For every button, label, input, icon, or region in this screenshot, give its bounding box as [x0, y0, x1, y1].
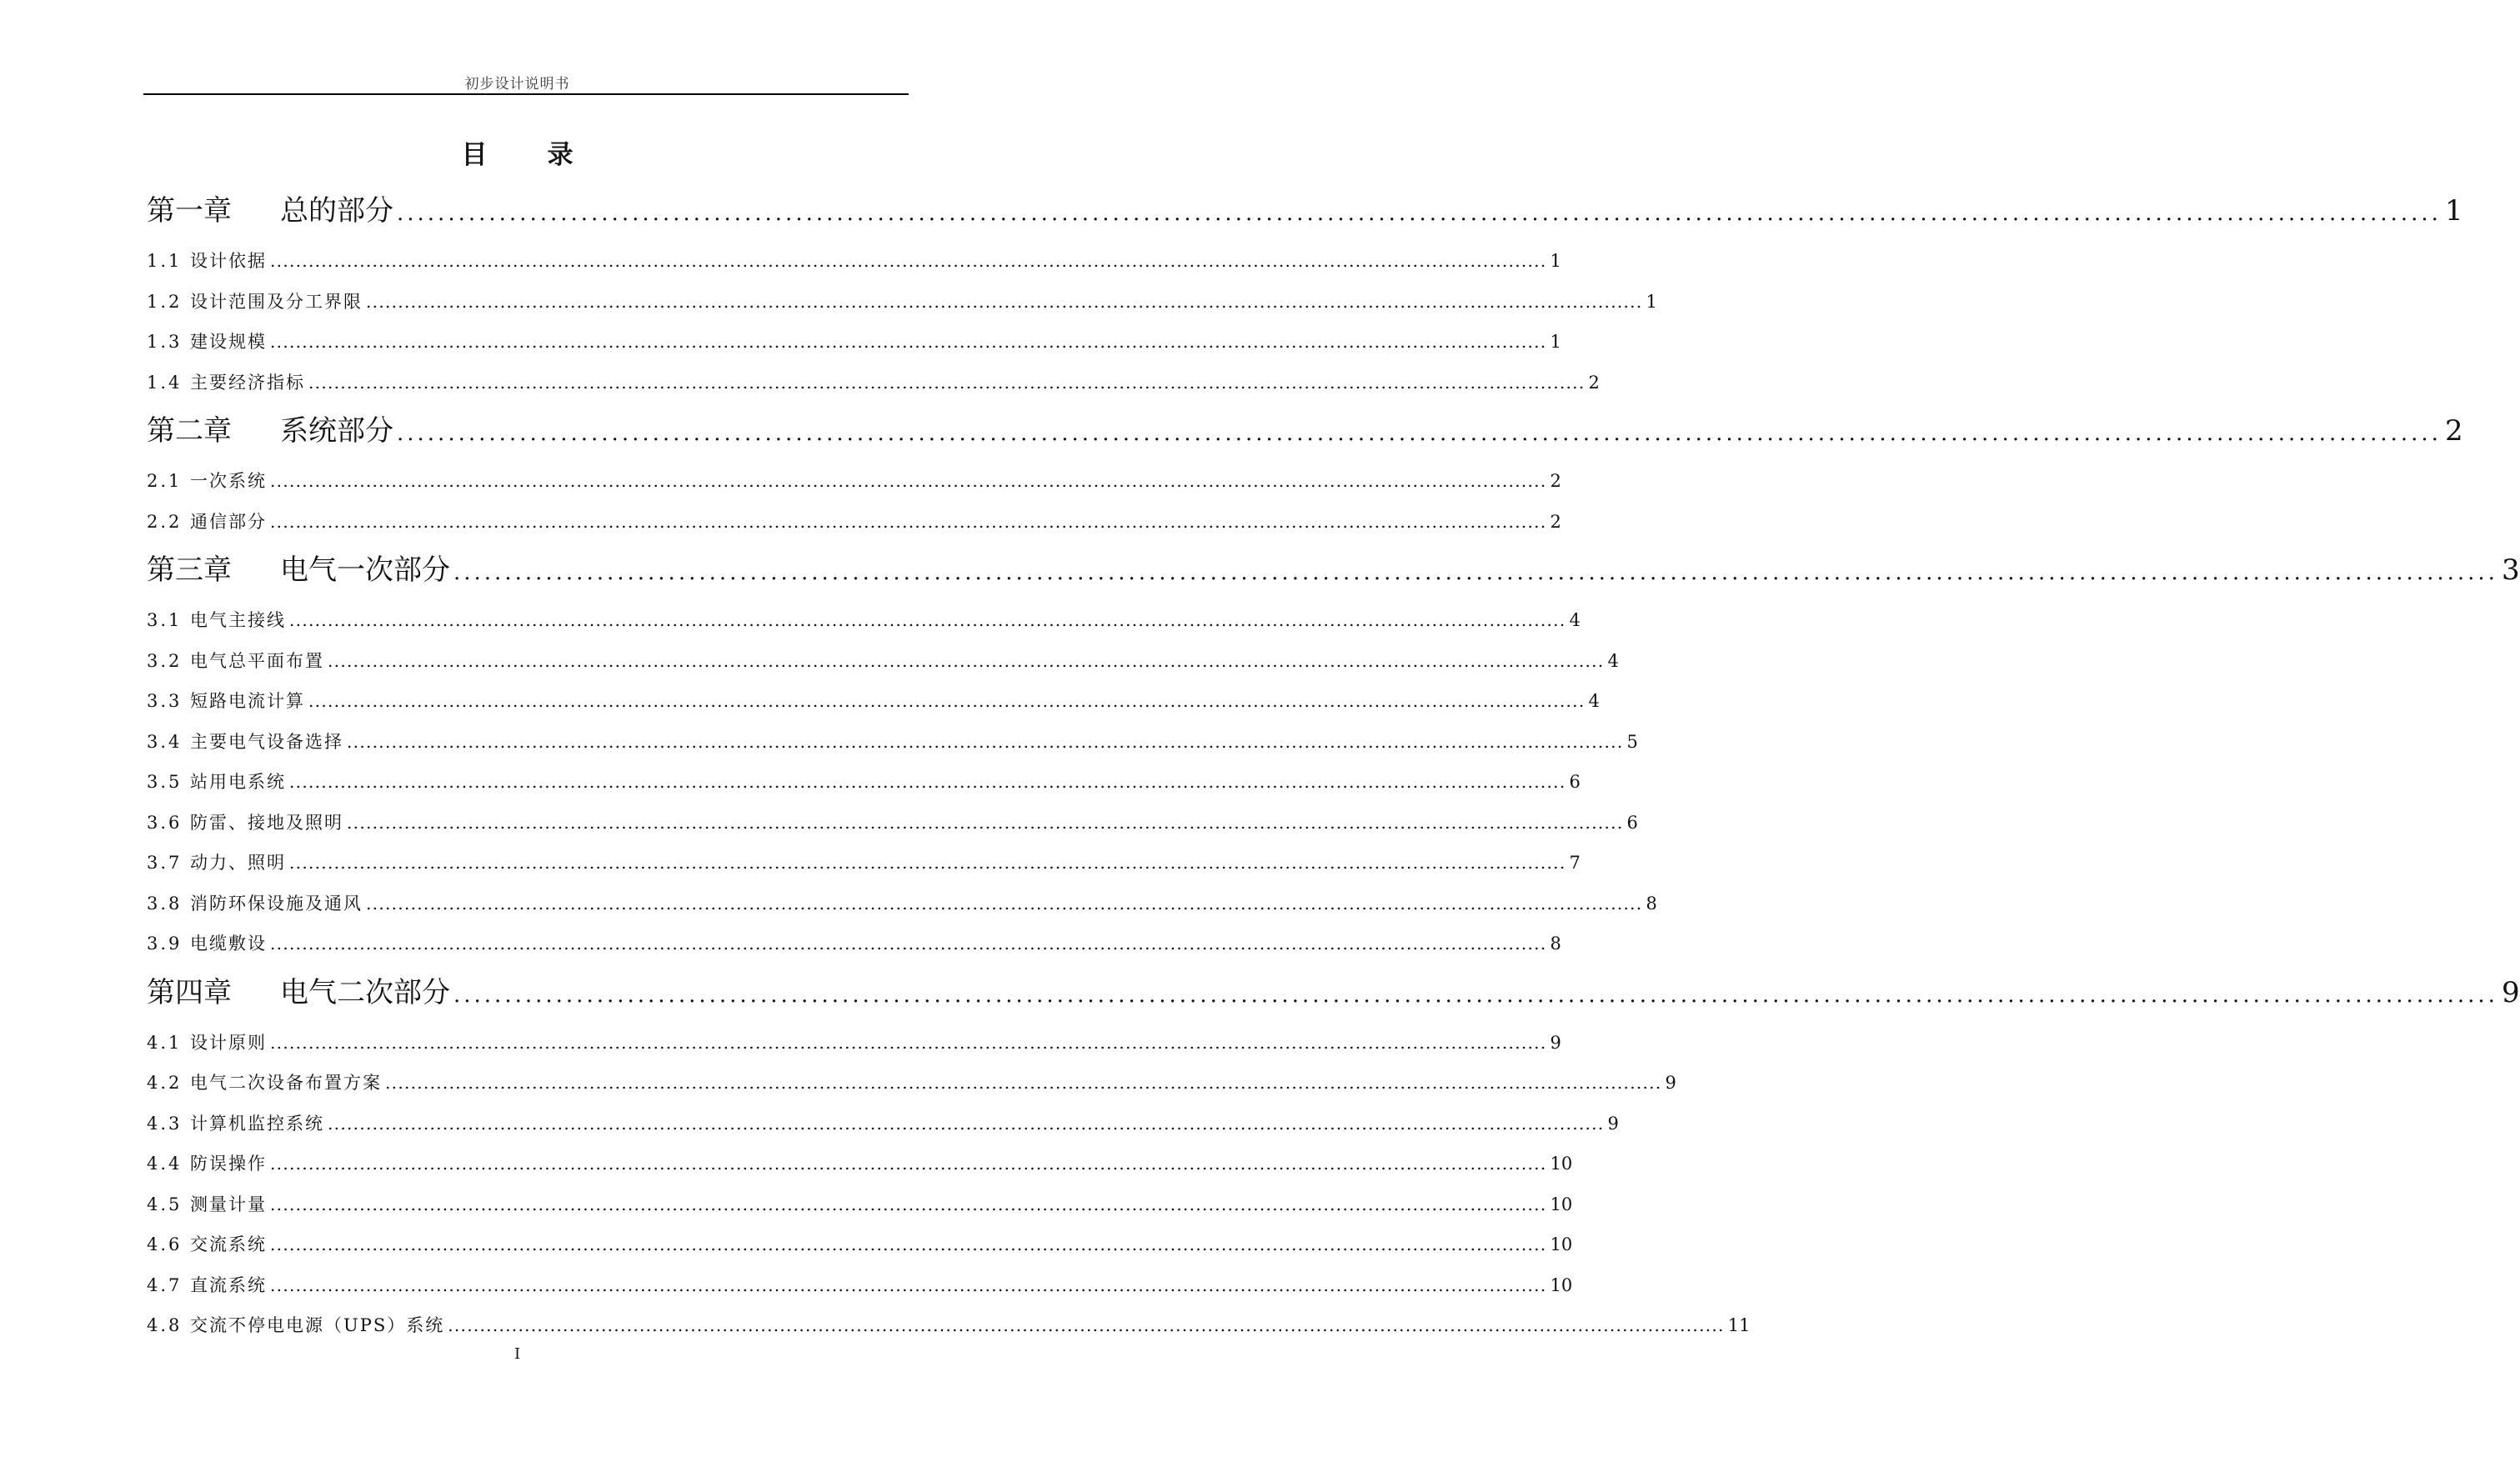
- toc-entry-number: 4.5: [147, 1194, 183, 1214]
- toc-section-entry[interactable]: [147, 799, 1638, 840]
- toc-entry-number: 4.1: [147, 1032, 183, 1053]
- table-of-contents: [147, 179, 2520, 1343]
- toc-section-entry[interactable]: [147, 238, 1561, 278]
- toc-entry-page: 11: [1727, 1315, 1751, 1335]
- toc-section-entry[interactable]: [147, 759, 1581, 799]
- toc-entry-page: 10: [1550, 1154, 1573, 1174]
- toc-entry-page: 8: [1646, 893, 1657, 914]
- toc-entry-page: 9: [1550, 1032, 1561, 1053]
- toc-section-entry[interactable]: [147, 597, 1581, 638]
- toc-dot-leader: ........................................................................................................................................................................................................: [328, 1113, 1605, 1134]
- toc-section-entry[interactable]: [147, 718, 1638, 759]
- toc-dot-leader: ........................................................................................................................................................................................................: [270, 251, 1547, 271]
- toc-entry-label: 交流系统: [190, 1234, 267, 1254]
- toc-dot-leader: ........................................................................................................................................................................................................: [397, 201, 2442, 226]
- toc-chapter-entry[interactable]: [147, 179, 2463, 238]
- toc-entry-label: 电气二次设备布置方案: [190, 1073, 382, 1093]
- toc-entry-number: 3.4: [147, 731, 183, 752]
- toc-dot-leader: ........................................................................................................................................................................................................: [270, 471, 1547, 491]
- toc-entry-number: 1.4: [147, 372, 183, 393]
- toc-entry-page: 2: [2444, 414, 2463, 448]
- toc-entry-page: 10: [1550, 1274, 1573, 1295]
- toc-entry-page: 10: [1550, 1194, 1573, 1214]
- toc-dot-leader: ........................................................................................................................................................................................................: [448, 1315, 1725, 1335]
- toc-title: [0, 133, 1035, 171]
- toc-entry-label: 一次系统: [190, 471, 267, 491]
- toc-entry-label: 计算机监控系统: [190, 1113, 324, 1134]
- toc-entry-number: 2.1: [147, 471, 183, 491]
- toc-entry-page: 8: [1550, 934, 1561, 954]
- toc-dot-leader: ........................................................................................................................................................................................................: [270, 1274, 1547, 1295]
- toc-entry-page: 7: [1569, 853, 1581, 873]
- toc-section-entry[interactable]: [147, 1262, 1573, 1303]
- toc-section-entry[interactable]: [147, 920, 1561, 961]
- toc-dot-leader: ........................................................................................................................................................................................................: [385, 1073, 1662, 1093]
- toc-entry-page: 4: [1569, 610, 1581, 630]
- toc-entry-number: 4.8: [147, 1315, 183, 1335]
- toc-dot-leader: ........................................................................................................................................................................................................: [270, 1194, 1547, 1214]
- toc-dot-leader: ........................................................................................................................................................................................................: [270, 1032, 1547, 1053]
- toc-dot-leader: ........................................................................................................................................................................................................: [397, 421, 2442, 446]
- toc-entry-label: 主要经济指标: [190, 372, 305, 393]
- toc-entry-page: 9: [2501, 975, 2520, 1009]
- toc-section-entry[interactable]: [147, 458, 1561, 498]
- toc-section-entry[interactable]: [147, 638, 1619, 678]
- toc-entry-number: 3.2: [147, 650, 183, 671]
- toc-entry-number: 1.1: [147, 251, 183, 271]
- toc-entry-label: 设计范围及分工界限: [190, 291, 363, 312]
- toc-section-entry[interactable]: [147, 1221, 1573, 1262]
- toc-dot-leader: ........................................................................................................................................................................................................: [366, 893, 1643, 914]
- toc-entry-number: 3.5: [147, 772, 183, 792]
- toc-title-right: 录: [547, 140, 574, 170]
- toc-entry-page: 2: [1550, 511, 1561, 532]
- toc-section-entry[interactable]: [147, 498, 1561, 539]
- toc-entry-number: 3.8: [147, 893, 183, 914]
- toc-entry-page: 2: [1588, 372, 1600, 393]
- toc-entry-number: 第一章: [147, 194, 232, 228]
- toc-entry-page: 4: [1607, 650, 1619, 671]
- toc-entry-number: 1.2: [147, 291, 183, 312]
- toc-entry-label: 测量计量: [190, 1194, 267, 1214]
- toc-section-entry[interactable]: [147, 1100, 1619, 1141]
- toc-entry-label: 防误操作: [190, 1154, 267, 1174]
- toc-dot-leader: ........................................................................................................................................................................................................: [453, 982, 2498, 1008]
- toc-entry-page: 3: [2501, 553, 2520, 587]
- toc-entry-page: 9: [1665, 1073, 1676, 1093]
- toc-entry-label: 防雷、接地及照明: [190, 812, 343, 833]
- running-header: 初步设计说明书: [464, 76, 570, 93]
- toc-entry-label: 建设规模: [190, 332, 267, 352]
- toc-entry-label: 电气总平面布置: [190, 650, 324, 671]
- toc-entry-label: 短路电流计算: [190, 691, 305, 711]
- toc-entry-page: 1: [1550, 332, 1561, 352]
- toc-dot-leader: ........................................................................................................................................................................................................: [366, 291, 1643, 312]
- toc-entry-page: 1: [1646, 291, 1657, 312]
- header-rule: [143, 93, 909, 95]
- toc-entry-label: 电气主接线: [190, 610, 286, 630]
- toc-entry-label: 交流不停电电源（UPS）系统: [190, 1315, 445, 1335]
- toc-section-entry[interactable]: [147, 1059, 1676, 1100]
- toc-entry-label: 主要电气设备选择: [190, 731, 343, 752]
- toc-entry-label: 直流系统: [190, 1274, 267, 1295]
- toc-entry-number: 第二章: [147, 414, 232, 448]
- toc-dot-leader: ........................................................................................................................................................................................................: [453, 560, 2498, 585]
- toc-section-entry[interactable]: [147, 839, 1581, 880]
- toc-entry-number: 4.3: [147, 1113, 183, 1134]
- toc-chapter-entry[interactable]: [147, 538, 2520, 597]
- toc-entry-page: 1: [1550, 251, 1561, 271]
- toc-entry-number: 3.1: [147, 610, 183, 630]
- toc-entry-label: 通信部分: [190, 511, 267, 532]
- toc-dot-leader: ........................................................................................................................................................................................................: [270, 934, 1547, 954]
- toc-dot-leader: ........................................................................................................................................................................................................: [308, 691, 1586, 711]
- toc-title-left: 目: [461, 140, 488, 170]
- toc-dot-leader: ........................................................................................................................................................................................................: [289, 610, 1566, 630]
- toc-entry-number: 3.3: [147, 691, 183, 711]
- toc-entry-label: 动力、照明: [190, 853, 286, 873]
- toc-entry-page: 10: [1550, 1234, 1573, 1254]
- toc-entry-label: 设计依据: [190, 251, 267, 271]
- toc-dot-leader: ........................................................................................................................................................................................................: [347, 731, 1624, 752]
- toc-section-entry[interactable]: [147, 678, 1600, 718]
- toc-entry-label: 总的部分: [280, 194, 393, 228]
- toc-entry-page: 9: [1607, 1113, 1619, 1134]
- toc-entry-number: 4.6: [147, 1234, 183, 1254]
- toc-entry-page: 4: [1588, 691, 1600, 711]
- toc-entry-number: 第四章: [147, 975, 232, 1009]
- toc-entry-number: 4.2: [147, 1073, 183, 1093]
- toc-entry-label: 站用电系统: [190, 772, 286, 792]
- page-number: I: [514, 1345, 521, 1363]
- toc-entry-number: 3.6: [147, 812, 183, 833]
- toc-entry-number: 4.4: [147, 1154, 183, 1174]
- toc-entry-label: 系统部分: [280, 414, 393, 448]
- toc-chapter-entry[interactable]: [147, 399, 2463, 458]
- toc-dot-leader: ........................................................................................................................................................................................................: [347, 812, 1624, 833]
- toc-entry-label: 电气一次部分: [280, 553, 450, 587]
- toc-section-entry[interactable]: [147, 1019, 1561, 1060]
- toc-entry-page: 6: [1569, 772, 1581, 792]
- toc-dot-leader: ........................................................................................................................................................................................................: [289, 853, 1566, 873]
- toc-dot-leader: ........................................................................................................................................................................................................: [270, 1234, 1547, 1254]
- toc-dot-leader: ........................................................................................................................................................................................................: [308, 372, 1586, 393]
- toc-section-entry[interactable]: [147, 318, 1561, 359]
- toc-section-entry[interactable]: [147, 880, 1657, 921]
- toc-entry-number: 第三章: [147, 553, 232, 587]
- toc-dot-leader: ........................................................................................................................................................................................................: [328, 650, 1605, 671]
- toc-entry-page: 6: [1626, 812, 1638, 833]
- toc-dot-leader: ........................................................................................................................................................................................................: [270, 1154, 1547, 1174]
- toc-entry-number: 1.3: [147, 332, 183, 352]
- toc-section-entry[interactable]: [147, 1181, 1573, 1222]
- toc-dot-leader: ........................................................................................................................................................................................................: [289, 772, 1566, 792]
- toc-entry-page: 1: [2444, 194, 2463, 228]
- toc-entry-page: 2: [1550, 471, 1561, 491]
- toc-section-entry[interactable]: [147, 359, 1600, 400]
- toc-entry-number: 3.7: [147, 853, 183, 873]
- toc-entry-number: 2.2: [147, 511, 183, 532]
- toc-entry-label: 电缆敷设: [190, 934, 267, 954]
- toc-dot-leader: ........................................................................................................................................................................................................: [270, 332, 1547, 352]
- toc-entry-number: 3.9: [147, 934, 183, 954]
- toc-section-entry[interactable]: [147, 1302, 1751, 1343]
- toc-section-entry[interactable]: [147, 1140, 1573, 1181]
- toc-dot-leader: ........................................................................................................................................................................................................: [270, 511, 1547, 532]
- toc-section-entry[interactable]: [147, 278, 1657, 319]
- toc-entry-label: 设计原则: [190, 1032, 267, 1053]
- toc-chapter-entry[interactable]: [147, 961, 2520, 1019]
- toc-entry-page: 5: [1626, 731, 1638, 752]
- toc-entry-label: 电气二次部分: [280, 975, 450, 1009]
- toc-entry-number: 4.7: [147, 1274, 183, 1295]
- toc-entry-label: 消防环保设施及通风: [190, 893, 363, 914]
